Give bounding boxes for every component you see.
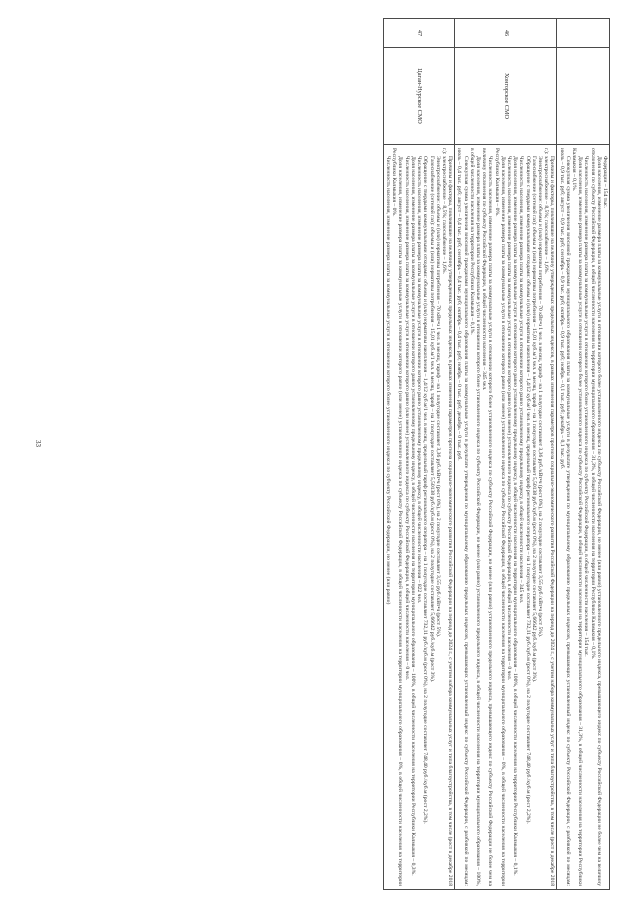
paragraph: Доля населения, изменение размера платы за коммунальные услуги в отношении которого равно установленному предельному индексу, в общей численности населения на территории муниципального образования – 100%, в общей численности населения на территории Республики Калмыкия – 0,1%. [512, 156, 519, 876]
paragraph: Совокупная сумма увеличения вносимой гражданами муниципального образования платы за коммунальные услуги в результате утверждения по муниципальному образованию предельных индексов, превышающих установленный индекс по субъекту Российской Федерации, с разбивкой по месяцам: июль – 0,9 тыс. руб; август – 0,9 тыс. руб; сентябрь – 0,9 тыс. руб; октябрь – 0,9 тыс. руб; ноябрь – 0,1 тыс. руб; декабрь – 0,1 тыс. руб. [558, 148, 571, 886]
paragraph: Численность населения, изменение размера платы за коммунальные услуги в отношении которого равно установленному предельному индексу, в общей численности населения – 822 чел. [416, 156, 423, 604]
municipality-name: Хонгорское СМО [455, 48, 557, 145]
row-number: 46 [455, 19, 557, 48]
municipality-name: Цаган-Нурское СМО [383, 48, 454, 145]
paragraph: Численность населения, изменение размера платы за коммунальные услуги в отношении которого равно (или менее) установленного индекса по субъекту Российской Федерации, в общей численности населения – 0 чел. [505, 156, 512, 681]
paragraph: Обращение с твердыми коммунальными отходами: объемы и (или) нормативы накопления – 1,4/12 куб.м/1 чел. в месяц, предельный тариф регионального оператора – на 1 полугодие составляет 732,11 руб./куб.м (рост 0%), на 2 полугодие составляет 748,40 руб./куб.м (рост 2,2%). [524, 156, 531, 824]
paragraph: Численность населения, изменение размера платы за коммунальные услуги в отношении которого равно (или менее) установленного индекса по субъекту Российской Федерации, в общей численности населения – 0 чел. [403, 156, 410, 681]
municipality-name [557, 48, 610, 145]
paragraph: Численность населения, изменение размера платы за коммунальные услуги в отношении которого более установленного индекса по субъекту Российской Федерации, но менее (или равно) установленного предельного индекса, превышающего индекс по субъекту Российской Федерации не более чем на величину отклонения по субъекту Российской Федерации, в общей численности населения – 345 чел. [481, 148, 494, 886]
paragraph: Причины и факторы, повлиявшие на величину утвержденных предельных индексов, в рамках изменения параметров прогноза социально-экономического развития Российской Федерации на период до 2024 г., с учетом набора коммунальных услуг и типа благоустройства, в том числе (рост в декабре 2018 г.): электроснабжение – 8,5%; газоснабжение – 1,6%. [440, 148, 454, 886]
paragraph: Доля населения, изменение размера платы за коммунальные услуги в отношении которого равно установленному предельному индексу, в общей численности населения на территории муниципального образования – 100%, в общей численности населения на территории Республики Калмыкия – 0,3%. [409, 156, 416, 876]
paragraph: Обращение с твердыми коммунальными отходами: объемы и (или) нормативы накопления – 1,4/12 куб.м/1 чел. в месяц, предельный тариф регионального оператора – на 1 полугодие составляет 732,11 руб./куб.м (рост 0%), на 2 полугодие составляет 748,40 руб./куб.м (рост 2,2%). [422, 156, 429, 824]
paragraph: Численность населения, изменение размера платы за коммунальные услуги в отношении которого более установленного индекса по субъекту Российской Федерации, в общей численности населения – 154 тыс. [583, 156, 590, 657]
row-description [383, 145, 454, 890]
paragraph: Доля населения, изменение размера платы за коммунальные услуги в отношении которого более установленного индекса по субъекту Российской Федерации, в общей численности населения на территории муниципального образования – 31,3%, в общей численности населения на территории Республики Калмыкия – 0,1%. [570, 148, 584, 886]
table-row [383, 19, 454, 890]
paragraph: Численность населения, изменение размера платы за коммунальные услуги в отношении которого равно установленному предельному индексу, в общей численности населения – 345 чел. [518, 156, 525, 604]
paragraph: Доля населения, изменение размера платы за коммунальные услуги в отношении которого равно (или менее) установленного индекса по субъекту Российской Федерации, в общей численности населения на территории муниципального образования – 0%, в общей численности населения на территории Республики Калмыкия – 0%. [391, 148, 404, 886]
table-row [557, 19, 610, 890]
table-row [455, 19, 557, 890]
paragraph: Электроснабжение: объемы и (или) нормативы потребления – 70 кВт•ч 1 чел. в месяц, тариф – на 1 полугодие составляет 3,36 руб./кВт•ч (рост 0%), на 2 полугодие составляет 3,55 руб./кВт•ч (рост 5%). [434, 156, 441, 638]
row-description [557, 145, 610, 890]
paragraph: Совокупная сумма увеличения вносимой гражданами муниципального образования платы за коммунальные услуги в результате утверждения по муниципальному образованию предельных индексов, превышающих установленный индекс по субъекту Российской Федерации, с разбивкой по месяцам: июль – 0,4 тыс. руб; август – 0,4 тыс. руб; сентябрь – 0,4 тыс. руб; октябрь – 0,4 тыс. руб; ноябрь – 0 тыс. руб; декабрь – 0 тыс. руб. [456, 148, 469, 886]
row-number [557, 19, 610, 48]
paragraph: Доля населения, изменение размера платы за коммунальные услуги в отношении которого равно (или менее) установленного индекса по субъекту Российской Федерации, в общей численности населения на территории муниципального образования – 0%, в общей численности населения на территории Республики Калмыкия – 0%. [493, 148, 506, 886]
paragraph: Газоснабжение (сетевой газ): объемы и (или) нормативы потребления – 15,01 куб.м/1 чел. в месяц, тариф – на 1 полугодие составляет 5,50138 руб./куб.м (рост 0%), на 2 полугодие составляет 5,66642 руб./куб.м (рост 3%). [530, 156, 537, 683]
paragraph: Электроснабжение: объемы и (или) нормативы потребления – 70 кВт•ч 1 чел. в месяц, тариф – на 1 полугодие составляет 3,36 руб./кВт•ч (рост 0%), на 2 полугодие составляет 3,55 руб./кВт•ч (рост 5%). [536, 156, 543, 638]
paragraph: Доля населения, изменение размера платы за коммунальные услуги в отношении которого более установленного индекса по субъекту Российской Федерации, но менее (или равно) установленного предельного индекса, в общей численности населения на территории муниципального образования – 100%, в общей численности населения на территории Республики Калмыкия – 0,1%. [468, 148, 481, 886]
paragraph: Причины и факторы, повлиявшие на величину утвержденных предельных индексов, в рамках изменения параметров прогноза социально-экономического развития Российской Федерации на период до 2024 г., с учетом набора коммунальных услуг и типа благоустройства, в том числе (рост в декабре 2018 г.): электроснабжение – 8,5%; газоснабжение – 1,6%. [543, 148, 556, 886]
paragraph: Газоснабжение (сетевой газ): объемы и (или) нормативы потребления – 15,01 куб.м/1 чел. в месяц, тариф – на 1 полугодие составляет 5,50138 руб./куб.м (рост 0%), на 2 полугодие составляет 5,66642 руб./куб.м (рост 3%). [428, 156, 435, 683]
paragraph: Доля населения, изменение размера платы за коммунальные услуги в отношении которого более установленного индекса по субъекту Российской Федерации, но менее (или равно) установленного предельного индекса, превышающего индекс по субъекту Российской Федерации не более чем на величину отклонения по субъекту Российской Федерации, в общей численности населения на территории муниципального образования – 31,3%, в общей численности населения на территории Республики Калмыкия – 0,1%. [589, 148, 602, 886]
page-number: 33 [34, 440, 42, 447]
paragraph: Федерации – 154 тыс. [602, 156, 608, 208]
row-description [455, 145, 557, 890]
paragraph: Численность населения, изменение размера платы за коммунальные услуги в отношении которого более установленного индекса по субъекту Российской Федерации, но менее (или равно) [385, 156, 392, 605]
row-number: 47 [383, 19, 454, 48]
indices-table [383, 18, 610, 890]
